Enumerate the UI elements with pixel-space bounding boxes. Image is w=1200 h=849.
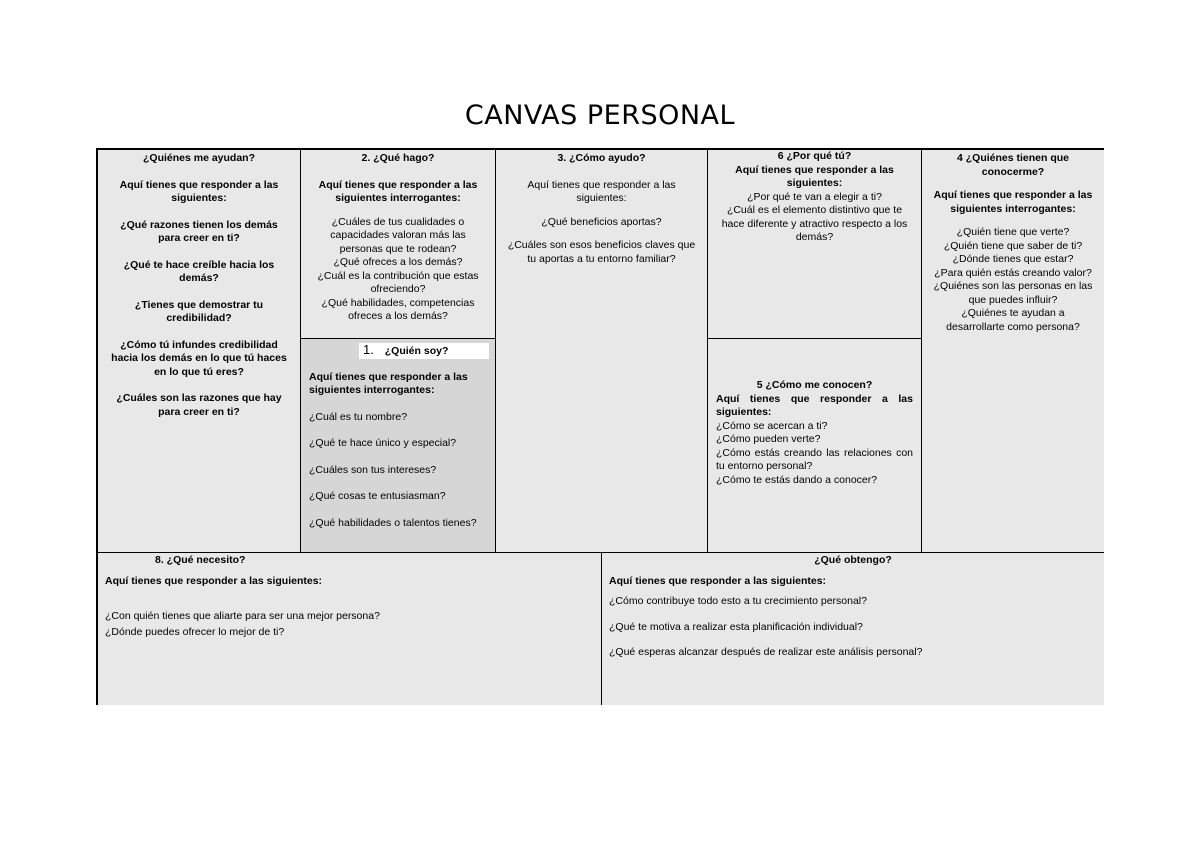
question: ¿Cuál es el elemento distintivo que te hace diferente y atractivo respecto a los demás? — [721, 204, 908, 243]
question: ¿Cuáles de tus cualidades o capacidades valoran más las personas que te rodean? — [330, 215, 466, 255]
question: ¿Qué ofreces a los demás? — [333, 256, 463, 268]
question: ¿Cuáles son tus intereses? — [309, 463, 437, 476]
section-number: 1. — [363, 342, 374, 357]
question: ¿Qué razones tienen los demás para creer en ti? — [120, 218, 278, 244]
question: ¿Para quién estás creando valor? — [934, 266, 1092, 279]
question: ¿Quiénes son las personas en las que puedes influir? — [933, 280, 1093, 306]
question: ¿Cuáles son las razones que hay para creer en ti? — [116, 392, 282, 418]
question: ¿Cuáles son esos beneficios claves que tu aportas a tu entorno familiar? — [507, 239, 696, 265]
cell-heading: ¿Quién soy? — [384, 345, 449, 357]
question: ¿Con quién tienes que aliarte para ser una mejor persona? — [105, 610, 380, 622]
cell-que-obtengo — [602, 553, 1104, 705]
question: ¿Qué te motiva a realizar esta planificación individual? — [609, 620, 863, 633]
question: ¿Dónde puedes ofrecer lo mejor de ti? — [105, 625, 285, 638]
cell-como-ayudo — [496, 150, 708, 553]
cell-intro: Aquí tienes que responder a las siguientes: — [716, 392, 913, 418]
cell-heading: 8. ¿Qué necesito? — [155, 554, 246, 566]
question: ¿Quién tiene que saber de ti? — [943, 239, 1083, 252]
cell-heading: 5 ¿Cómo me conocen? — [756, 379, 873, 391]
question: ¿Cómo te estás dando a conocer? — [716, 473, 878, 486]
cell-heading: ¿Qué obtengo? — [814, 554, 892, 566]
question: ¿Cuál es tu nombre? — [309, 410, 408, 423]
question: ¿Cómo contribuye todo esto a tu crecimiento personal? — [609, 595, 867, 607]
cell-intro: Aquí tienes que responder a las siguientes: — [735, 163, 894, 189]
question: ¿Por qué te van a elegir a ti? — [747, 190, 882, 203]
cell-quien-soy — [301, 339, 496, 553]
cell-heading: 3. ¿Cómo ayudo? — [557, 152, 646, 164]
cell-que-hago — [301, 150, 496, 339]
quien-soy-label — [359, 343, 489, 359]
cell-heading: 2. ¿Qué hago? — [361, 152, 435, 164]
cell-como-me-conocen — [708, 339, 922, 553]
question: ¿Cómo tú infundes credibilidad hacia los demás en lo que tú haces en lo que tú eres? — [111, 338, 287, 378]
cell-intro: Aquí tienes que responder a las siguientes: — [609, 574, 827, 587]
question: ¿Tienes que demostrar tu credibilidad? — [134, 298, 264, 324]
question: ¿Cómo estás creando las relaciones con tu entorno personal? — [716, 446, 913, 472]
question: ¿Cuál es la contribución que estas ofreciendo? — [317, 269, 479, 295]
question: ¿Qué te hace único y especial? — [309, 437, 457, 449]
question: ¿Quiénes te ayudan a desarrollarte como persona? — [946, 307, 1080, 333]
cell-quienes-tienen-que-conocerme — [922, 150, 1104, 553]
cell-intro: Aquí tienes que responder a las siguientes: — [527, 178, 676, 204]
cell-quienes-me-ayudan — [98, 150, 301, 553]
question: ¿Qué cosas te entusiasman? — [309, 490, 446, 502]
cell-heading: 4 ¿Quiénes tienen que conocerme? — [956, 152, 1070, 178]
question: ¿Qué habilidades, competencias ofreces a los demás? — [321, 296, 475, 322]
cell-heading: ¿Quiénes me ayudan? — [142, 152, 256, 164]
cell-por-que-tu — [708, 150, 922, 339]
page-title: CANVAS PERSONAL — [464, 100, 736, 131]
cell-intro: Aquí tienes que responder a las siguientes interrogantes: — [933, 189, 1093, 215]
cell-intro: Aquí tienes que responder a las siguientes: — [119, 178, 279, 204]
question: ¿Qué esperas alcanzar después de realizar este análisis personal? — [609, 646, 923, 658]
question: ¿Cómo se acercan a ti? — [716, 419, 828, 432]
cell-heading: 6 ¿Por qué tú? — [777, 150, 852, 162]
question: ¿Dónde tienes que estar? — [952, 253, 1074, 265]
canvas-grid — [96, 148, 1104, 705]
cell-que-necesito — [98, 553, 602, 705]
question: ¿Quién tiene que verte? — [956, 226, 1070, 238]
question: ¿Cómo pueden verte? — [716, 433, 821, 445]
cell-intro: Aquí tienes que responder a las siguientes interrogantes: — [318, 178, 478, 204]
question: ¿Qué te hace creíble hacia los demás? — [123, 258, 275, 284]
cell-intro: Aquí tienes que responder a las siguientes: — [105, 574, 323, 587]
question: ¿Qué beneficios aportas? — [541, 215, 662, 228]
question: ¿Qué habilidades o talentos tienes? — [309, 516, 477, 529]
cell-intro: Aquí tienes que responder a las siguientes interrogantes: — [309, 370, 468, 396]
